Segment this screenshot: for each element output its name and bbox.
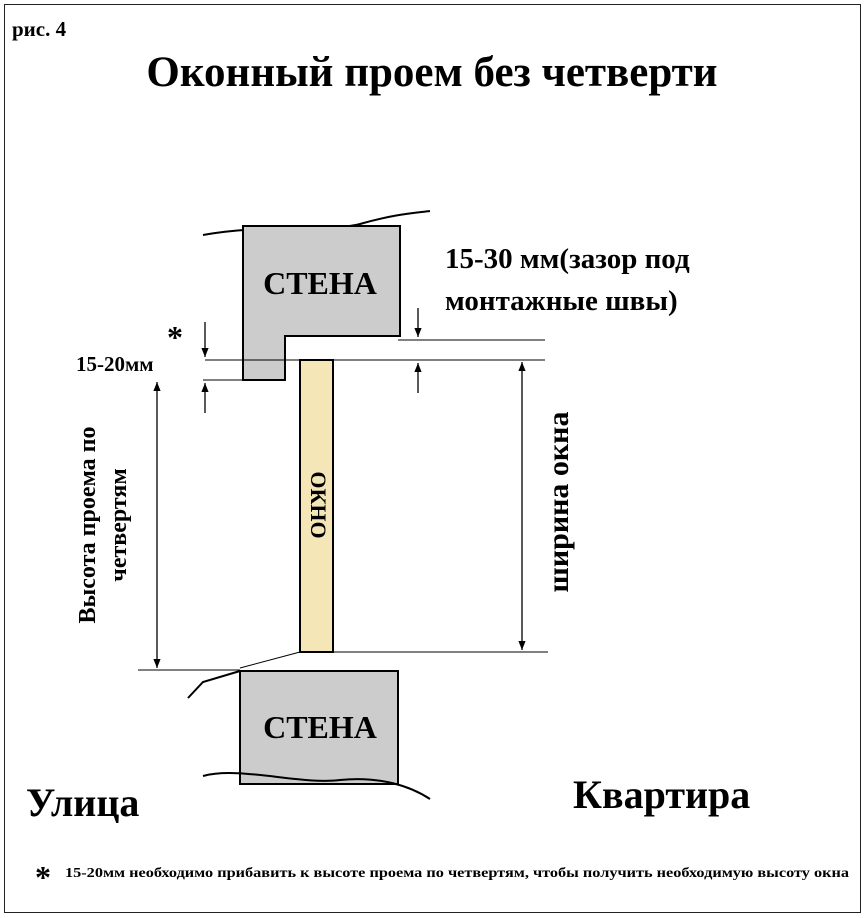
dim-15-20-asterisk: * — [167, 319, 183, 355]
outside-label: Улица — [26, 780, 140, 825]
bottom-wall-break-line-left — [188, 671, 240, 698]
footnote-text: 15-20мм необходимо прибавить к высоте проема по четвертям, чтобы получить необходимую высоту окна — [65, 865, 850, 880]
inside-label: Квартира — [573, 772, 751, 817]
footnote-asterisk: * — [35, 859, 51, 895]
bottom-wall-label: СТЕНА — [263, 709, 377, 745]
window-label: ОКНО — [305, 471, 331, 539]
window-bottom-slope-line — [240, 652, 300, 668]
height-label-line2: четвертям — [106, 468, 132, 582]
diagram-title: Оконный проем без четверти — [146, 49, 718, 96]
gap-label-line2: монтажные швы) — [445, 285, 678, 317]
top-wall — [243, 226, 400, 380]
window-width-label: ширина окна — [542, 411, 575, 593]
figure-label: рис. 4 — [12, 17, 67, 41]
dim-15-20-label: 15-20мм — [76, 352, 154, 376]
gap-label-line1: 15-30 мм(зазор под — [445, 243, 690, 275]
top-wall-label: СТЕНА — [263, 265, 377, 301]
height-label-line1: Высота проема по — [75, 426, 101, 624]
